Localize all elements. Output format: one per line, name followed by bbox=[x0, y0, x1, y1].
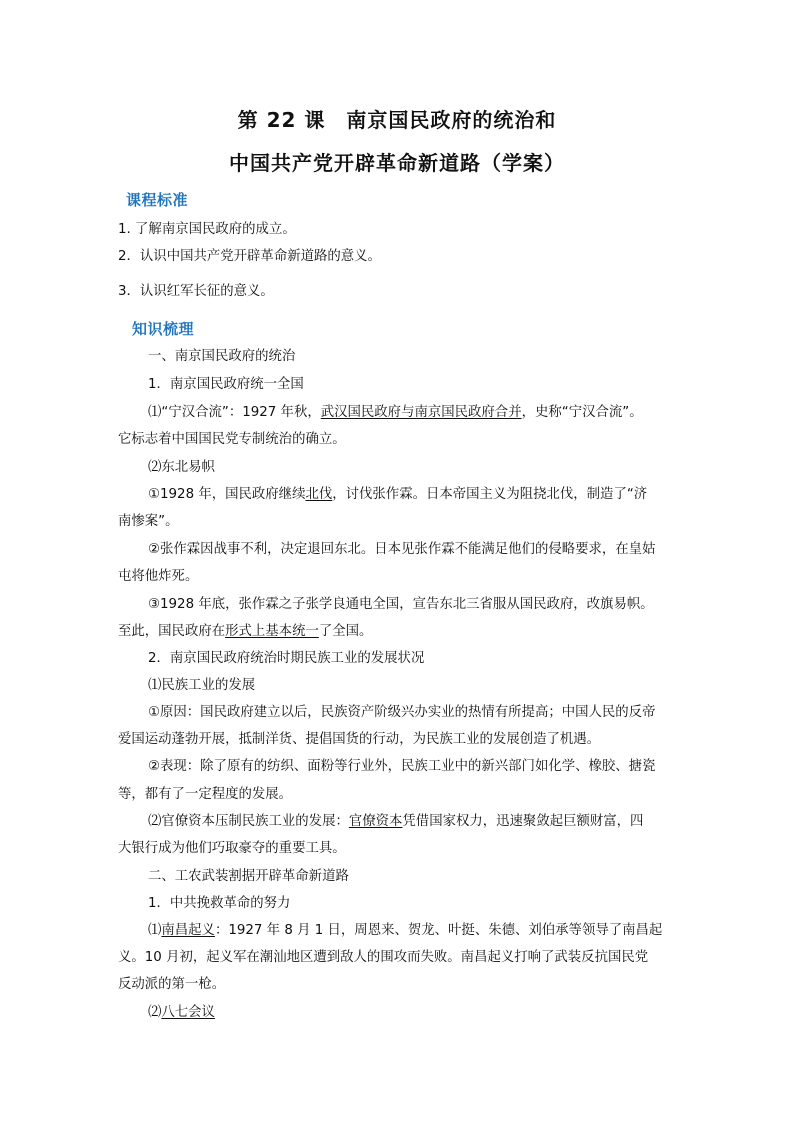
text-run: ⑴“宁汉合流”：1927 年秋， bbox=[148, 405, 321, 420]
standard-item: 1. 了解南京国民政府的成立。 bbox=[118, 222, 296, 237]
text-run: ⑵官僚资本压制民族工业的发展： bbox=[148, 814, 349, 829]
underlined-term: 形式上基本统一 bbox=[225, 624, 319, 639]
paragraph-line bbox=[148, 813, 708, 831]
underlined-term: 北伐 bbox=[305, 487, 333, 502]
text-run: ①1928 年，国民政府继续 bbox=[148, 487, 306, 502]
text-run: ：1927 年 8 月 1 日，周恩来、贺龙、叶挺、朱德、刘伯承等领导了南昌起 bbox=[214, 923, 663, 938]
paragraph-line bbox=[148, 922, 708, 940]
subheading-1-2: 2．南京国民政府统治时期民族工业的发展状况 bbox=[148, 651, 425, 666]
subheading-1-1: 1．南京国民政府统一全国 bbox=[148, 377, 304, 392]
paragraph-line: ①原因：国民政府建立以后，民族资产阶级兴办实业的热情有所提高；中国人民的反帝 bbox=[148, 705, 656, 720]
text-run: 凭借国家权力，迅速聚敛起巨额财富，四 bbox=[402, 814, 644, 829]
underlined-term: 官僚资本 bbox=[348, 814, 403, 829]
paragraph-line: 爱国运动蓬勃开展，抵制洋货、提倡国货的行动，为民族工业的发展创造了机遇。 bbox=[118, 732, 601, 747]
subheading-2-1: 1．中共挽救革命的努力 bbox=[148, 896, 291, 911]
paragraph-line: ③1928 年底，张作霖之子张学良通电全国，宣告东北三省服从国民政府，改旗易帜。 bbox=[148, 597, 654, 612]
paragraph-line: ⑵东北易帜 bbox=[148, 460, 215, 475]
heading-2: 二、工农武装割据开辟革命新道路 bbox=[148, 869, 349, 884]
paragraph-line bbox=[118, 623, 678, 641]
lesson-title-line2: 中国共产党开辟革命新道路（学案） bbox=[229, 151, 565, 175]
text-run: ⑵ bbox=[148, 1005, 162, 1020]
paragraph-line: 义。10 月初，起义军在潮汕地区遭到敌人的围攻而失败。南昌起义打响了武装反抗国民党 bbox=[118, 950, 649, 965]
standard-item: 2．认识中国共产党开辟革命新道路的意义。 bbox=[118, 249, 381, 264]
paragraph-line: 屯将他炸死。 bbox=[118, 569, 199, 584]
paragraph-line: 反动派的第一枪。 bbox=[118, 977, 226, 992]
underlined-term: 南昌起义 bbox=[161, 923, 215, 938]
heading-1: 一、南京国民政府的统治 bbox=[148, 349, 296, 364]
text-run: ，史称“宁汉合流”。 bbox=[521, 405, 643, 420]
text-run: 至此，国民政府在 bbox=[118, 624, 226, 639]
paragraph-line: ②表现：除了原有的纺织、面粉等行业外，民族工业中的新兴部门如化学、橡胶、搪瓷 bbox=[148, 759, 656, 774]
text-run: ，讨伐张作霖。日本帝国主义为阻挠北伐，制造了“济 bbox=[332, 487, 648, 502]
underlined-term: 八七会议 bbox=[161, 1005, 215, 1020]
paragraph-line: 等，都有了一定程度的发展。 bbox=[118, 787, 293, 802]
text-run: 了全国。 bbox=[318, 624, 373, 639]
paragraph-line bbox=[148, 1004, 708, 1022]
paragraph-line: ②张作霖因战事不利，决定退回东北。日本见张作霖不能满足他们的侵略要求，在皇姑 bbox=[148, 542, 656, 557]
paragraph-line: ⑴民族工业的发展 bbox=[148, 678, 256, 693]
paragraph-line: 它标志着中国国民党专制统治的确立。 bbox=[118, 432, 346, 447]
underlined-term: 武汉国民政府与南京国民政府合并 bbox=[320, 405, 522, 420]
section-heading-review: 知识梳理 bbox=[132, 320, 195, 338]
paragraph-line: 大银行成为他们巧取豪夺的重要工具。 bbox=[118, 841, 346, 856]
lesson-title-line1: 第 22 课 南京国民政府的统治和 bbox=[237, 108, 557, 132]
section-heading-standards: 课程标准 bbox=[126, 191, 189, 209]
paragraph-line: 南惨案”。 bbox=[118, 514, 179, 529]
paragraph-line bbox=[148, 404, 708, 422]
text-run: ⑴ bbox=[148, 923, 162, 938]
standard-item: 3．认识红军长征的意义。 bbox=[118, 284, 274, 299]
paragraph-line bbox=[148, 486, 708, 504]
